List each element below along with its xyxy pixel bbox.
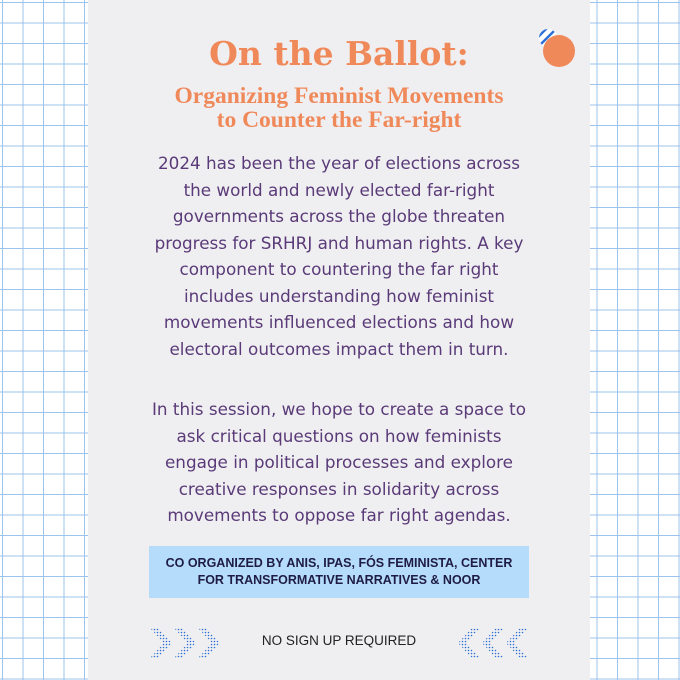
organizers-line: FOR TRANSFORMATIVE NARRATIVES & NOOR [197, 573, 481, 587]
sign-up-note: NO SIGN UP REQUIRED [261, 633, 417, 648]
paragraph-line: 2024 has been the year of elections across [157, 153, 521, 173]
paragraph-line: engage in political processes and explore [164, 452, 514, 472]
paragraph-line: movements to oppose far right agendas. [167, 505, 511, 525]
chevron-left-icon [452, 625, 528, 661]
content-panel [88, 0, 590, 680]
paragraph-line: governments across the globe threaten [172, 206, 506, 226]
organizers-banner [149, 546, 529, 598]
paragraph-line: In this session, we hope to create a space to [151, 399, 527, 419]
page-subtitle [88, 84, 590, 132]
page-title: On the Ballot: [209, 34, 469, 73]
paragraph-line: ask critical questions on how feminists [176, 425, 502, 446]
paragraph-line: movements influenced elections and how [163, 312, 515, 332]
subtitle-line: Organizing Feminist Movements [174, 83, 504, 109]
organizers-line: CO ORGANIZED BY ANIS, IPAS, FÓS FEMINISTA, CENTER [165, 556, 513, 570]
orange-circle-icon [536, 29, 576, 69]
paragraph-line: progress for SRHRJ and human rights. A key [154, 232, 524, 253]
session-paragraph [88, 396, 590, 529]
paragraph-line: the world and newly elected far-right [183, 179, 495, 200]
paragraph-line: electoral outcomes impact them in turn. [169, 338, 509, 359]
paragraph-line: includes understanding how feminist [183, 285, 495, 306]
chevron-right-icon [150, 625, 226, 661]
paragraph-line: component to countering the far right [179, 259, 499, 279]
subtitle-line: to Counter the Far-right [216, 107, 462, 133]
description-paragraph [88, 150, 590, 362]
paragraph-line: creative responses in solidarity across [178, 478, 500, 499]
